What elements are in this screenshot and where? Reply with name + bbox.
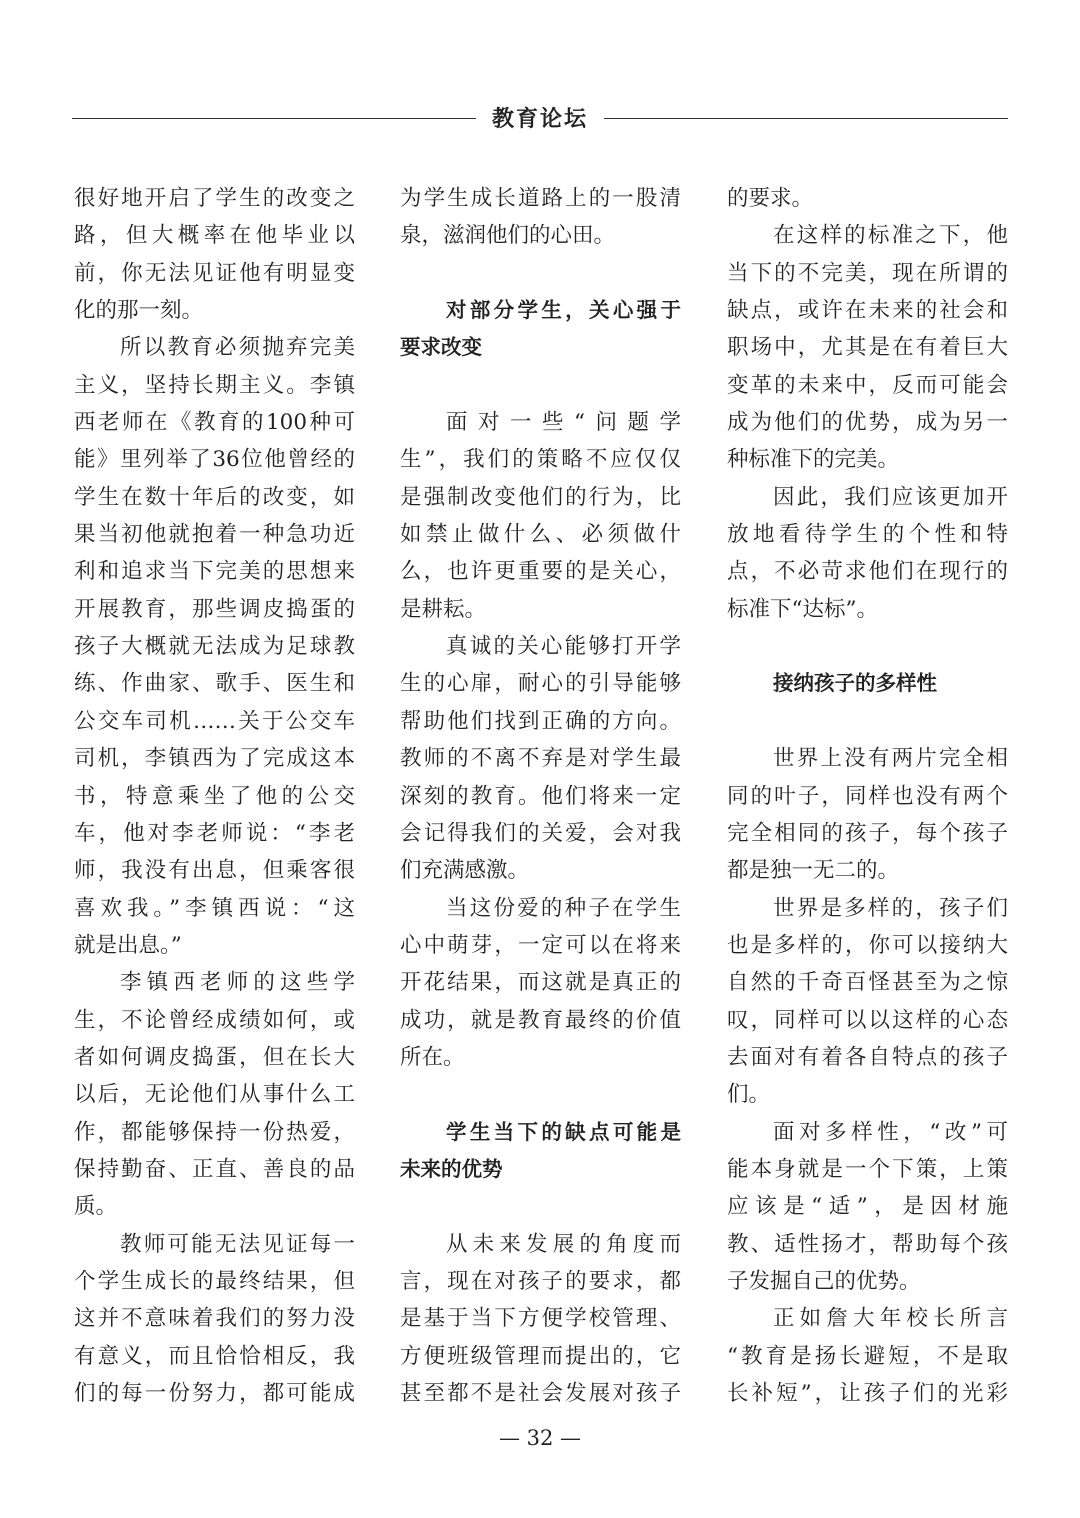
text-line: 有意义，而且恰恰相反，我 [74, 1343, 355, 1369]
text-line: 为学生成长道路上的一股清 [400, 186, 681, 211]
text-line: 变革的未来中，反而可能会 [727, 372, 1008, 398]
text-line: 应该是“适”，是因材施 [727, 1194, 1008, 1220]
blank-line [400, 1188, 681, 1225]
text-line: 李镇西老师的这些学 [120, 970, 355, 996]
text-line: 成为他们的优势，成为另一 [727, 410, 1008, 436]
text-line: 作，都能够保持一份热爱， [74, 1119, 355, 1145]
text-line: 如禁止做什么、必须做什 [400, 522, 681, 548]
text-line: 当这份爱的种子在学生 [446, 895, 681, 921]
text-line: 所以教育必须抛弃完美 [120, 335, 355, 361]
text-line: 公交车司机……关于公交车 [74, 708, 355, 734]
text-line: 师，我没有出息，但乘客很 [74, 858, 355, 884]
text-line: 车，他对李老师说：“李老 [74, 820, 355, 846]
text-line: 自然的千奇百怪甚至为之惊 [727, 970, 1008, 996]
text-line: 就是出息。” [74, 932, 182, 958]
text-line: 世界是多样的，孩子们 [773, 895, 1008, 921]
text-line: 能本身就是一个下策，上策 [727, 1156, 1008, 1182]
page-number: — 32 — [498, 1426, 582, 1450]
text-line: 孩子大概就无法成为足球教 [74, 634, 355, 660]
text-line: 所在。 [400, 1044, 465, 1070]
text-line: 言，现在对孩子的要求，都 [400, 1268, 681, 1294]
text-line: 点，不必苛求他们在现行的 [727, 559, 1008, 585]
text-line: 正如詹大年校长所言 [773, 1306, 1008, 1332]
text-line: 教师可能无法见证每一 [120, 1231, 355, 1257]
text-line: 以后，无论他们从事什么工 [74, 1082, 355, 1108]
text-line: 们充满感激。 [400, 858, 530, 884]
text-line: 是强制改变他们的行为，比 [400, 484, 681, 510]
text-line: 会记得我们的关爱，会对我 [400, 820, 681, 846]
text-line: 标准下“达标”。 [727, 596, 878, 622]
header-rule-right [604, 118, 1008, 119]
text-line: 缺点，或许在未来的社会和 [727, 298, 1008, 324]
text-line: 生”，我们的策略不应仅仅 [400, 447, 681, 473]
text-line: 西老师在《教育的100种可 [74, 410, 355, 436]
text-line: 这并不意味着我们的努力没 [74, 1306, 355, 1332]
blank-line [400, 1076, 681, 1113]
text-line: 生的心扉，耐心的引导能够 [400, 671, 681, 697]
text-line: 面对多样性，“改”可 [773, 1119, 1008, 1145]
text-line: 面对一些“问题学 [446, 410, 681, 436]
text-line: 们的每一份努力，都可能成 [74, 1381, 355, 1406]
text-line: 世界上没有两片完全相 [773, 746, 1008, 772]
text-line: 开展教育，那些调皮捣蛋的 [74, 596, 355, 622]
text-line: 是基于当下方便学校管理、 [400, 1306, 681, 1332]
text-line: 从未来发展的角度而 [446, 1231, 681, 1257]
text-line: 司机，李镇西为了完成这本 [74, 746, 355, 772]
text-line: 因此，我们应该更加开 [773, 484, 1008, 510]
text-line: 成功，就是教育最终的价值 [400, 1007, 681, 1033]
section-heading-line: 未来的优势 [400, 1156, 503, 1181]
text-line: 甚至都不是社会发展对孩子 [400, 1381, 681, 1406]
text-line: 真诚的关心能够打开学 [446, 634, 681, 660]
text-line: 开花结果，而这就是真正的 [400, 970, 681, 996]
text-line: 生，不论曾经成绩如何，或 [74, 1007, 355, 1033]
text-line: 利和追求当下完美的思想来 [74, 559, 355, 585]
text-line: 很好地开启了学生的改变之 [74, 186, 355, 211]
text-line: 者如何调皮捣蛋，但在长大 [74, 1044, 355, 1070]
page-header [72, 100, 1008, 136]
text-line: 叹，同样可以以这样的心态 [727, 1007, 1008, 1033]
text-line: 保持勤奋、正直、善良的品 [74, 1156, 355, 1182]
text-line: 化的那一刻。 [74, 298, 204, 324]
text-line: 学生在数十年后的改变，如 [74, 484, 355, 510]
text-line: 深刻的教育。他们将来一定 [400, 783, 681, 809]
text-line: 前，你无法见证他有明显变 [74, 260, 355, 286]
text-line: 在这样的标准之下，他 [773, 223, 1008, 249]
text-line: 喜欢我。”李镇西说：“这 [74, 895, 355, 921]
text-line: 路，但大概率在他毕业以 [74, 223, 355, 249]
section-heading-line: 学生当下的缺点可能是 [446, 1119, 681, 1144]
text-line: 的要求。 [727, 186, 814, 211]
blank-line [400, 367, 681, 404]
blank-line [400, 255, 681, 292]
text-line: 也是多样的，你可以接纳大 [727, 932, 1008, 958]
section-heading-line: 对部分学生，关心强于 [446, 298, 681, 323]
text-line: 放地看待学生的个性和特 [727, 522, 1008, 548]
text-line: 是耕耘。 [400, 596, 487, 622]
text-line: 心中萌芽，一定可以在将来 [400, 932, 681, 958]
text-line: 果当初他就抱着一种急功近 [74, 522, 355, 548]
text-line: 同的叶子，同样也没有两个 [727, 783, 1008, 809]
text-line: 子发掘自己的优势。 [727, 1268, 921, 1294]
text-line: 方便班级管理而提出的，它 [400, 1343, 681, 1369]
text-line: 能》里列举了36位他曾经的 [74, 447, 355, 473]
text-line: 练、作曲家、歌手、医生和 [74, 671, 355, 697]
text-line: 职场中，尤其是在有着巨大 [727, 335, 1008, 361]
text-column-3 [727, 180, 1008, 1412]
text-line: 教师的不离不弃是对学生最 [400, 746, 681, 772]
section-title: 教育论坛 [491, 107, 588, 132]
text-line: 当下的不完美，现在所谓的 [727, 260, 1008, 286]
text-line: 主义，坚持长期主义。李镇 [74, 372, 355, 398]
blank-line [727, 703, 1008, 740]
text-line: 长补短”，让孩子们的光彩 [727, 1381, 1008, 1406]
text-line: 种标准下的完美。 [727, 447, 900, 473]
section-heading-line: 要求改变 [400, 335, 482, 360]
section-heading-line: 接纳孩子的多样性 [773, 671, 937, 696]
text-line: 个学生成长的最终结果，但 [74, 1268, 355, 1294]
text-line: 帮助他们找到正确的方向。 [400, 708, 681, 734]
text-column-1 [74, 180, 355, 1412]
blank-line [727, 628, 1008, 665]
text-line: 都是独一无二的。 [727, 858, 900, 884]
text-line: 质。 [74, 1194, 118, 1220]
text-line: 书，特意乘坐了他的公交 [74, 783, 355, 809]
text-line: 完全相同的孩子，每个孩子 [727, 820, 1008, 846]
text-line: 么，也许更重要的是关心， [400, 559, 681, 585]
text-line: 泉，滋润他们的心田。 [400, 223, 616, 249]
text-line: 们。 [727, 1082, 771, 1108]
text-line: 去面对有着各自特点的孩子 [727, 1044, 1008, 1070]
text-line: “教育是扬长避短，不是取 [727, 1343, 1008, 1369]
text-column-2 [400, 180, 681, 1412]
text-line: 教、适性扬才，帮助每个孩 [727, 1231, 1008, 1257]
